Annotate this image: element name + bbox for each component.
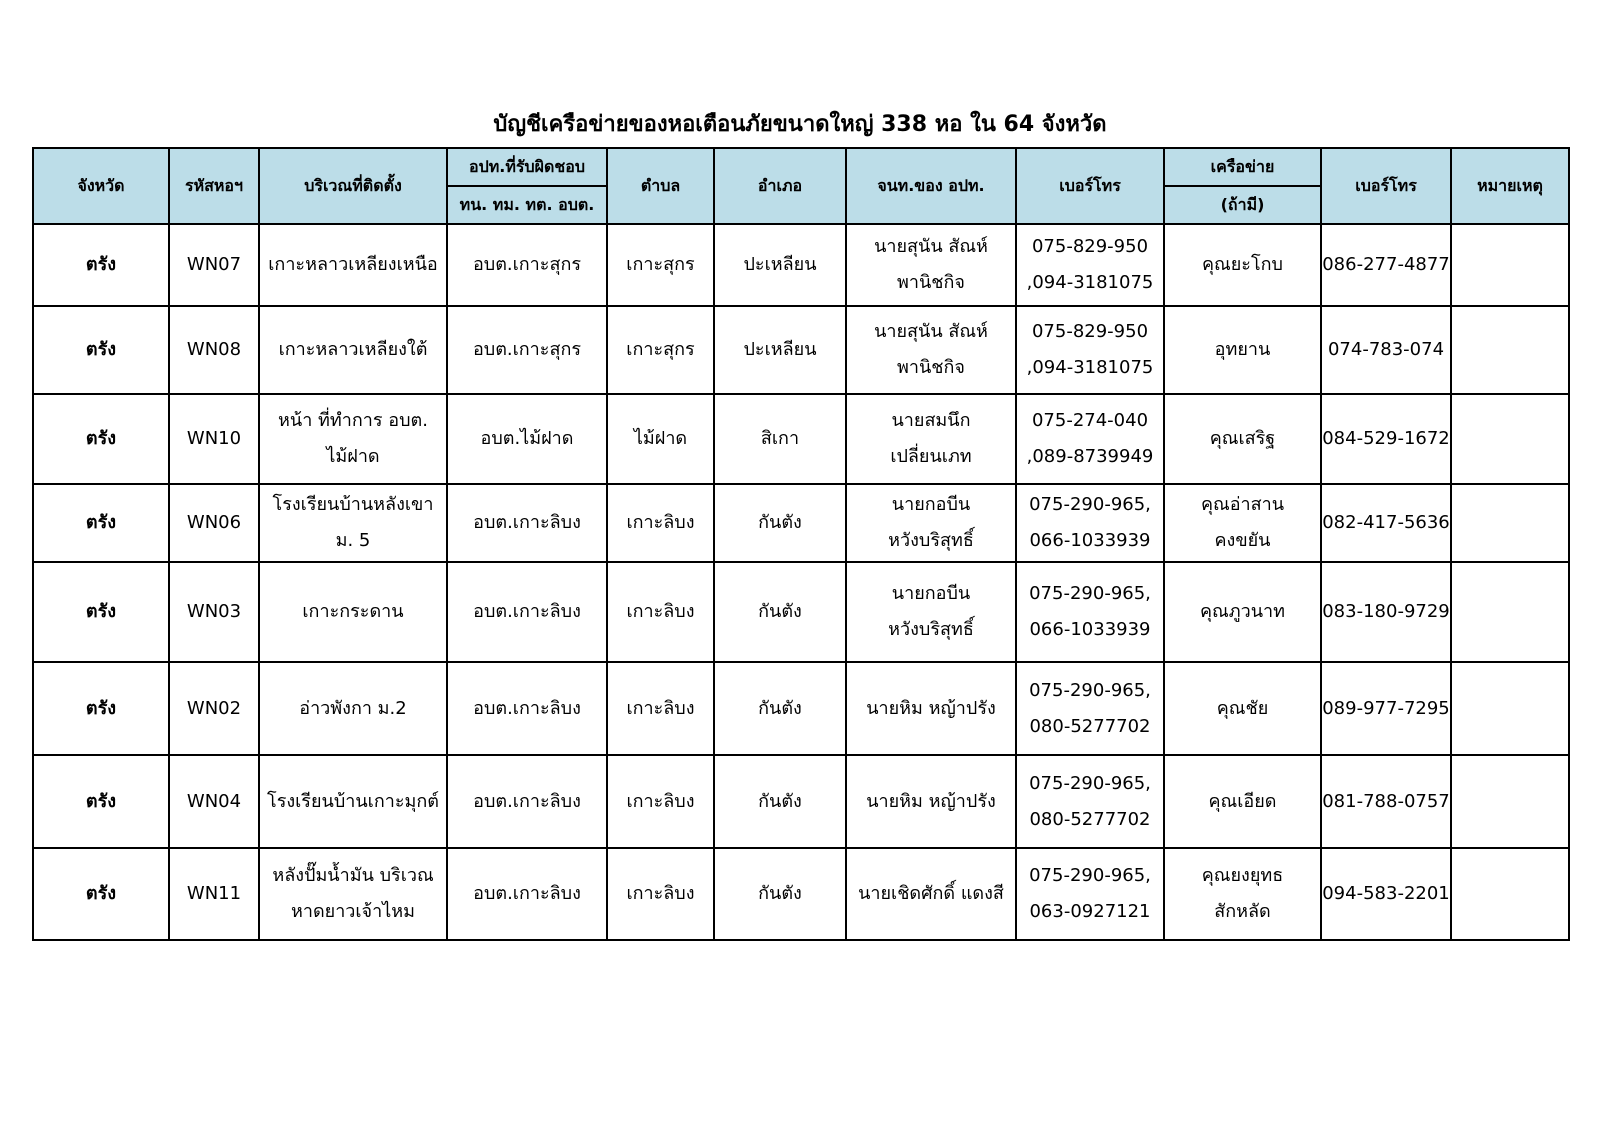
cell-org: อบต.เกาะสุกร (447, 306, 607, 394)
header-province: จังหวัด (33, 148, 169, 224)
cell-location-line: อ่าวพังกา ม.2 (299, 697, 407, 719)
header-tower-code: รหัสหอฯ (169, 148, 259, 224)
cell-phone (1016, 562, 1164, 662)
cell-officer (846, 755, 1016, 848)
cell-network-phone: 083-180-9729 (1321, 562, 1451, 662)
cell-officer-line: นายสมนึก (891, 410, 971, 431)
cell-province: ตรัง (33, 484, 169, 562)
cell-phone-line: 066-1033939 (1029, 619, 1151, 640)
cell-officer-line: พานิชกิจ (897, 272, 965, 293)
cell-location (259, 662, 447, 755)
cell-province: ตรัง (33, 848, 169, 940)
document-title: บัญชีเครือข่ายของหอเตือนภัยขนาดใหญ่ 338 หอ ใน 64 จังหวัด (493, 112, 1107, 137)
cell-org: อบต.เกาะลิบง (447, 562, 607, 662)
cell-network-line: คุณภูวนาท (1200, 601, 1285, 622)
cell-province: ตรัง (33, 224, 169, 306)
cell-network-line: คุณอ่าสาน (1200, 494, 1285, 515)
cell-phone (1016, 484, 1164, 562)
cell-location (259, 562, 447, 662)
cell-remark (1451, 394, 1569, 484)
cell-phone-line: 063-0927121 (1029, 901, 1151, 922)
cell-remark (1451, 306, 1569, 394)
table-row (33, 755, 1569, 848)
cell-phone-line: 080-5277702 (1029, 808, 1151, 830)
table-row (33, 224, 1569, 306)
cell-network-phone: 089-977-7295 (1321, 662, 1451, 755)
header-org-group: อปท.ที่รับผิดชอบ (447, 148, 607, 186)
cell-network-phone: 094-583-2201 (1321, 848, 1451, 940)
cell-location-line: หาดยาวเจ้าไหม (290, 901, 415, 922)
cell-phone-line: 075-290-965, (1029, 679, 1151, 701)
cell-officer-line: นายหิม หญ้าปรัง (866, 790, 996, 812)
cell-location-line: เกาะหลาวเหลียงเหนือ (268, 254, 438, 275)
cell-officer-line: นายหิม หญ้าปรัง (866, 697, 996, 719)
cell-district: กันตัง (714, 848, 846, 940)
cell-phone-line: 080-5277702 (1029, 715, 1151, 737)
cell-remark (1451, 484, 1569, 562)
cell-location (259, 224, 447, 306)
cell-district: สิเกา (714, 394, 846, 484)
cell-subdistrict: ไม้ฝาด (607, 394, 714, 484)
cell-officer-line: นายกอบีน (891, 494, 971, 515)
cell-location (259, 394, 447, 484)
cell-officer-line: นายกอบีน (891, 583, 971, 604)
cell-network-line: อุทยาน (1214, 339, 1271, 360)
cell-network-line: คงขยัน (1214, 530, 1271, 551)
cell-network (1164, 484, 1321, 562)
cell-location (259, 755, 447, 848)
cell-phone (1016, 848, 1164, 940)
cell-org: อบต.เกาะลิบง (447, 755, 607, 848)
cell-tower-code: WN11 (169, 848, 259, 940)
cell-location-line: หลังปั๊มน้ำมัน บริเวณ (272, 865, 434, 886)
cell-network (1164, 662, 1321, 755)
table-row (33, 306, 1569, 394)
cell-phone (1016, 662, 1164, 755)
cell-network-line: สักหลัด (1214, 901, 1271, 922)
cell-subdistrict: เกาะลิบง (607, 484, 714, 562)
cell-phone-line: 075-829-950 (1031, 236, 1149, 257)
cell-location-line: เกาะหลาวเหลียงใต้ (278, 339, 428, 360)
cell-network-line: คุณยงยุทธ (1201, 865, 1284, 886)
cell-subdistrict: เกาะลิบง (607, 755, 714, 848)
cell-phone-line: ,094-3181075 (1026, 272, 1154, 293)
cell-phone-line: 075-290-965, (1029, 494, 1151, 515)
header-district: อำเภอ (714, 148, 846, 224)
cell-phone-line: 075-290-965, (1029, 865, 1151, 886)
cell-phone (1016, 224, 1164, 306)
cell-location-line: หน้า ที่ทำการ อบต. (278, 410, 428, 431)
cell-remark (1451, 562, 1569, 662)
cell-province: ตรัง (33, 755, 169, 848)
cell-location-line: ไม้ฝาด (326, 446, 380, 467)
cell-phone-line: 075-290-965, (1029, 772, 1151, 794)
header-network-phone: เบอร์โทร (1321, 148, 1451, 224)
cell-network (1164, 562, 1321, 662)
cell-phone-line: 075-829-950 (1031, 321, 1149, 342)
cell-phone (1016, 394, 1164, 484)
cell-province: ตรัง (33, 394, 169, 484)
cell-officer (846, 662, 1016, 755)
cell-officer (846, 306, 1016, 394)
cell-officer-line: นายสุนัน สัณห์ (874, 321, 988, 342)
cell-network-phone: 084-529-1672 (1321, 394, 1451, 484)
cell-org: อบต.เกาะสุกร (447, 224, 607, 306)
cell-district: ปะเหลียน (714, 306, 846, 394)
cell-subdistrict: เกาะลิบง (607, 662, 714, 755)
cell-network (1164, 224, 1321, 306)
cell-subdistrict: เกาะลิบง (607, 848, 714, 940)
cell-province: ตรัง (33, 662, 169, 755)
cell-district: กันตัง (714, 484, 846, 562)
cell-officer (846, 394, 1016, 484)
header-network-sub: (ถ้ามี) (1164, 186, 1321, 224)
cell-phone-line: 075-290-965, (1029, 583, 1151, 604)
cell-network-phone: 082-417-5636 (1321, 484, 1451, 562)
cell-district: กันตัง (714, 562, 846, 662)
header-org-sub: ทน. ทม. ทต. อบต. (447, 186, 607, 224)
cell-tower-code: WN10 (169, 394, 259, 484)
cell-officer (846, 562, 1016, 662)
cell-phone-line: ,089-8739949 (1026, 446, 1154, 467)
cell-network-line: คุณเสริฐ (1209, 428, 1276, 449)
cell-province: ตรัง (33, 306, 169, 394)
cell-officer (846, 224, 1016, 306)
table-row (33, 662, 1569, 755)
cell-officer-line: เปลี่ยนเภท (890, 446, 972, 467)
cell-officer (846, 484, 1016, 562)
cell-location-line: โรงเรียนบ้านเกาะมุกต์ (267, 790, 439, 812)
cell-network (1164, 394, 1321, 484)
cell-org: อบต.เกาะลิบง (447, 662, 607, 755)
cell-remark (1451, 224, 1569, 306)
cell-tower-code: WN03 (169, 562, 259, 662)
header-subdistrict: ตำบล (607, 148, 714, 224)
cell-org: อบต.ไม้ฝาด (447, 394, 607, 484)
cell-remark (1451, 755, 1569, 848)
header-officer: จนท.ของ อปท. (846, 148, 1016, 224)
cell-officer-line: หวังบริสุทธิ์ (888, 530, 974, 551)
cell-location (259, 306, 447, 394)
cell-network-line: คุณชัย (1216, 697, 1269, 719)
cell-phone-line: 075-274-040 (1031, 410, 1149, 431)
cell-location (259, 848, 447, 940)
cell-officer (846, 848, 1016, 940)
cell-subdistrict: เกาะสุกร (607, 224, 714, 306)
cell-network-line: คุณเอียด (1208, 790, 1277, 812)
cell-network-phone: 086-277-4877 (1321, 224, 1451, 306)
cell-location-line: โรงเรียนบ้านหลังเขา (272, 494, 434, 515)
cell-location (259, 484, 447, 562)
table-row (33, 562, 1569, 662)
cell-phone (1016, 755, 1164, 848)
cell-network-line: คุณยะโกบ (1202, 254, 1283, 275)
cell-network (1164, 848, 1321, 940)
cell-location-line: เกาะกระดาน (302, 601, 404, 622)
cell-network-phone: 074-783-074 (1321, 306, 1451, 394)
cell-tower-code: WN04 (169, 755, 259, 848)
cell-phone (1016, 306, 1164, 394)
cell-network-phone: 081-788-0757 (1321, 755, 1451, 848)
table-row (33, 848, 1569, 940)
cell-tower-code: WN02 (169, 662, 259, 755)
tower-network-table (32, 147, 1570, 941)
cell-org: อบต.เกาะลิบง (447, 484, 607, 562)
cell-tower-code: WN07 (169, 224, 259, 306)
cell-district: ปะเหลียน (714, 224, 846, 306)
cell-location-line: ม. 5 (335, 530, 371, 551)
header-network-group: เครือข่าย (1164, 148, 1321, 186)
cell-officer-line: หวังบริสุทธิ์ (888, 619, 974, 640)
cell-officer-line: พานิชกิจ (897, 357, 965, 378)
cell-phone-line: 066-1033939 (1029, 530, 1151, 551)
cell-officer-line: นายสุนัน สัณห์ (874, 236, 988, 257)
cell-network (1164, 755, 1321, 848)
cell-tower-code: WN06 (169, 484, 259, 562)
table-row (33, 394, 1569, 484)
cell-remark (1451, 848, 1569, 940)
cell-officer-line: นายเชิดศักดิ์ แดงสี (858, 883, 1004, 904)
cell-tower-code: WN08 (169, 306, 259, 394)
header-remark: หมายเหตุ (1451, 148, 1569, 224)
cell-district: กันตัง (714, 755, 846, 848)
cell-network (1164, 306, 1321, 394)
cell-subdistrict: เกาะสุกร (607, 306, 714, 394)
cell-district: กันตัง (714, 662, 846, 755)
cell-phone-line: ,094-3181075 (1026, 357, 1154, 378)
cell-remark (1451, 662, 1569, 755)
cell-province: ตรัง (33, 562, 169, 662)
cell-org: อบต.เกาะลิบง (447, 848, 607, 940)
cell-subdistrict: เกาะลิบง (607, 562, 714, 662)
header-phone: เบอร์โทร (1016, 148, 1164, 224)
header-location: บริเวณที่ติดตั้ง (259, 148, 447, 224)
table-row (33, 484, 1569, 562)
